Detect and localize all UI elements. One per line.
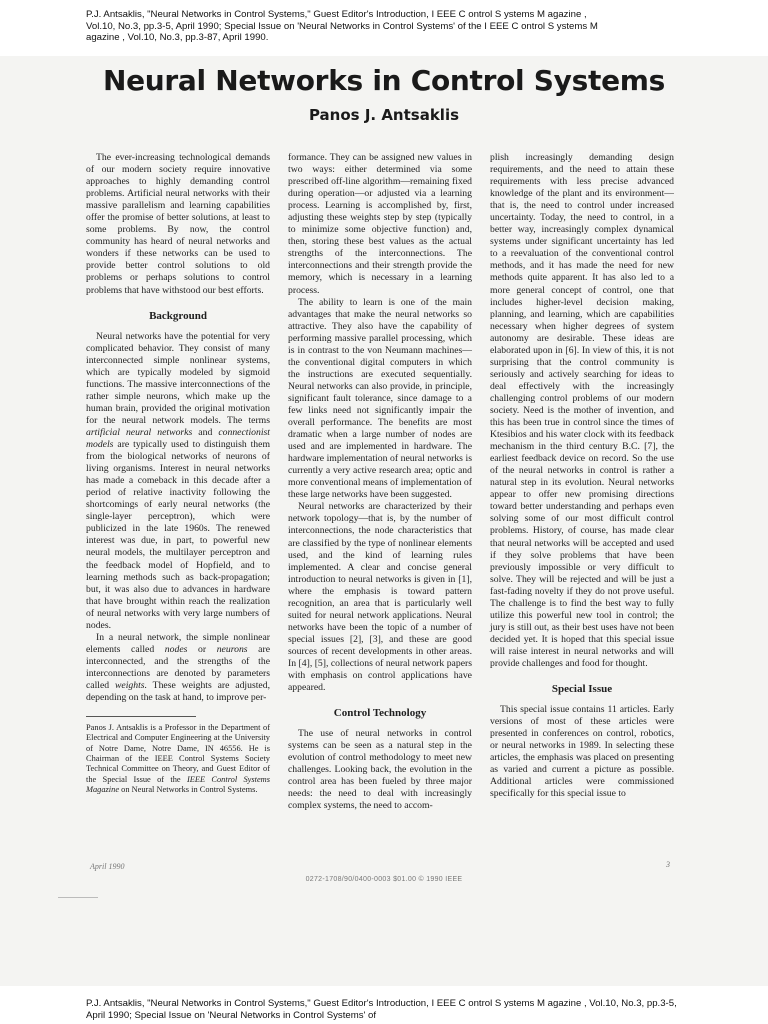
scan-mark (58, 897, 98, 898)
background-paragraph-2: In a neural network, the simple nonlinear elements called nodes or neurons are interconnected, and the strengths of the interconnections are denoted by parameters called weights. These weights are adjusted, depending on the task at hand, to improve per- (86, 631, 271, 704)
heading-background: Background (149, 309, 207, 322)
footer-page-number: 3 (666, 860, 670, 869)
intro-paragraph: The ever-increasing technological demands of our modern society require innovative approaches to highly demanding control problems. Artificial neural networks with their massive parallelism and learning capabilities offer the promise of better solutions, at least to some problems. By now, the control community has heard of neural networks and wonders if these networks can be used to provide better control solutions to old problems or perhaps solutions to control problems that have withstood our best efforts. (86, 152, 270, 296)
background-paragraph-1: Neural networks have the potential for very complicated behavior. They consist of many interconnected simple nonlinear systems, which are typically modeled by sigmoid functions. The massive interconnections of the rather simple neurons, which make up the human brain, provided the original motivation for the neural network models. The terms artificial neural networks and connectionist models are typically used to distinguish them from the biological networks of neurons of living organisms. Interest in neural networks has made a comeback in this decade after a period of relative inactivity following the shortcomings of early neural networks (the single-layer perceptron), which were publicized in the late 1960s. The renewed interest was due, in part, to powerful new neural models, the multilayer perceptron and the feedback model of Hopfield, and to learning methods such as back-propagation; but, it was also due to advances in hardware that have brought within reach the realization of neural networks with very large numbers of nodes. (86, 330, 270, 631)
column-2-paragraph-3: Neural networks are characterized by their network topology—that is, by the number of interconnections, the node characteristics that are classified by the type of nonlinear elements used, and the kind of learning rules implemented. A clear and concise general introduction to neural networks is given in [1], where the emphasis is toward pattern recognition, an area that is particularly well suited for neural network applications. Neural networks have been the topic of a number of special issues [2], [3], and these are good sources of recent developments in other areas. In [4], [5], collections of neural network papers with emphasis on control applications have appeared. (288, 501, 472, 694)
paper-author: Panos J. Antsaklis (308, 106, 460, 124)
control-technology-paragraph: The use of neural networks in control systems can be seen as a natural step in the evolution of control methodology to meet new challenges. Looking back, the evolution in the control area has been fueled by three major needs: the need to deal with increasingly complex systems, the need to accom- (288, 728, 472, 812)
column-2 (288, 152, 472, 812)
column-1 (86, 152, 270, 795)
column-3-paragraph-1: plish increasingly demanding design requirements, and the need to attain these requirements with less precise advanced knowledge of the plant and its environment—that is, the need to control under increased uncertainty. Today, the need to control, in a better way, increasingly complex dynamical systems under significant uncertainty has led to a reevaluation of the conventional control methods, and it has made the need for new methods quite apparent. It has also led to a more general concept of control, one that includes higher-level decision making, planning, and learning, which are capabilities necessary when higher degrees of system autonomy are desirable. These ideas are elaborated upon in [6]. In view of this, it is not surprising that the control community is seriously and actively searching for ideas to deal effectively with the increasingly challenging control problems of our modern society. Need is the mother of invention, and this has been true in control since the times of Ktesibios and his water clock with its feedback mechanism in the third century B.C. [7], the earliest feedback device on record. So the use of the neural networks in control is rather a natural step in its evolution. Neural networks appear to offer new promising directions toward better understanding and perhaps even solving some of our most difficult control problems. History, of course, has made clear that neural networks will be accepted and used if they solve problems that have been previously impossible or very difficult to solve. They will be rejected and will be just a fast-fading novelty if they do not prove useful. The challenge is to find the best way to fully utilize this powerful new tool in control; the jury is still out, as their best uses have not been decided yet. It is hoped that this special issue will raise interest in neural networks and will provide challenges and food for thought. (490, 152, 674, 669)
footer-copyright-code: 0272-1708/90/0400-0003 $01.00 © 1990 IEEE (305, 876, 463, 883)
special-issue-paragraph: This special issue contains 11 articles. Early versions of most of these articles were presented in conferences on control, robotics, or neural networks in 1989. In selecting these articles, the emphasis was placed on presenting as varied and current a picture as possible. Additional articles were commissioned specifically for this special issue to (490, 704, 674, 800)
paper-title: Neural Networks in Control Systems (102, 64, 666, 97)
heading-special-issue: Special Issue (551, 683, 613, 696)
column-2-paragraph-2: The ability to learn is one of the main advantages that make the neural networks so attractive. They also have the capability of performing massive parallel processing, which is in contrast to the von Neumann machines—the conventional digital computers in which the instructions are executed sequentially. Neural networks can also provide, in principle, significant fault tolerance, since damage to a few links need not significantly impair the overall performance. The benefits are most dramatic when a large number of nodes are used and are implemented in hardware. The hardware implementation of neural networks is currently a very active research area; optic and more conventional means of implementation of these large networks have been suggested. (288, 296, 472, 501)
citation-footer: P.J. Antsaklis, "Neural Networks in Control Systems," Guest Editor's Introduction, I EEE C ontrol S ystems M agazine , Vol.10, No.3, pp.3-5, April 1990; Special Issue on 'Neural Networks in Control Systems' of (86, 998, 677, 1021)
author-footnote: Panos J. Antsaklis is a Professor in the Department of Electrical and Computer Engineering at the University of Notre Dame, Notre Dame, IN 46556. He is Chairman of the IEEE Control Systems Society Technical Committee on Theory, and Guest Editor of the Special Issue of the IEEE Control Systems Magazine on Neural Networks in Control Systems. (86, 723, 270, 794)
footer-date: April 1990 (90, 862, 125, 871)
column-2-paragraph-1: formance. They can be assigned new values in two ways: either determined via some prescribed off-line algorithm—remaining fixed during operation—or adjusted via a learning process. Learning is accomplished by, first, adjusting these weights step by step (typically to minimize some objective function) and, then, storing these best values as the actual strengths of the interconnections. The interconnections and their strength provide the memory, which is necessary in a learning process. (288, 152, 472, 296)
heading-control-technology: Control Technology (333, 707, 427, 720)
column-3 (490, 152, 674, 800)
footnote-rule (86, 716, 196, 717)
citation-header: P.J. Antsaklis, "Neural Networks in Control Systems," Guest Editor's Introduction, I EEE C ontrol S ystems M agazine , Vol.10, No.3, pp.3-5, April 1990; Special Issue on 'Neural Networks in Control Systems' of the I EEE C ontrol S ystems M agazine , Vol.10, No.3, pp.3-87, April 1990. (86, 9, 598, 44)
